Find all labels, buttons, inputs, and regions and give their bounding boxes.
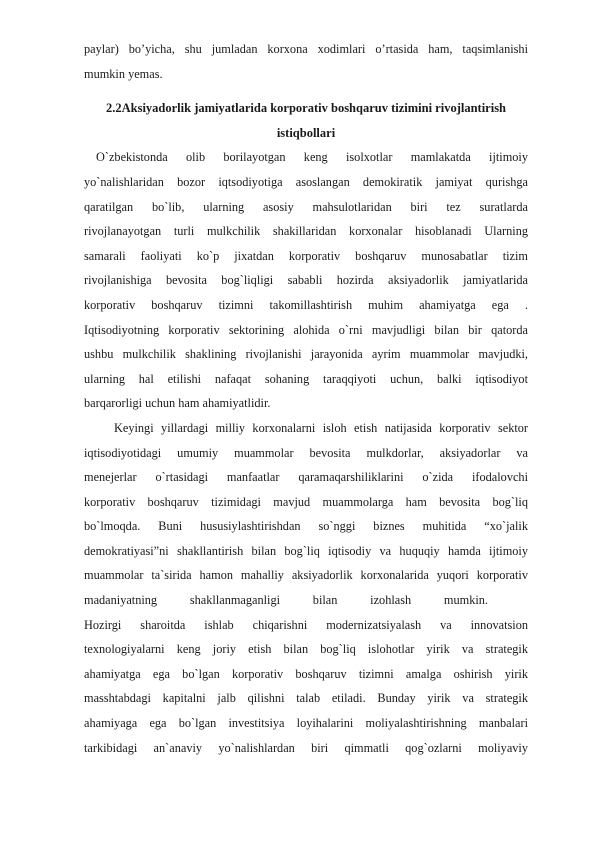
text-line: muammolar ta`sirida hamon mahalliy aksiyadorlik korxonalarida yuqori korporativ bbox=[84, 568, 528, 583]
text-line: madaniyatning shakllanmaganligi bilan izohlash mumkin. bbox=[84, 593, 488, 608]
section-heading-cont: istiqbollari bbox=[276, 125, 336, 140]
text-line: paylar) bo’yicha, shu jumladan korxona xodimlari o’rtasida ham, taqsimlanishi bbox=[84, 42, 528, 56]
text-line: qaratilgan bo`lib, ularning asosiy mahsulotlaridan biri tez suratlarda bbox=[84, 199, 528, 214]
text-line: ularning hal etilishi nafaqat sohaning taraqqiyoti uchun, balki iqtisodiyot bbox=[84, 371, 528, 386]
text-line: korporativ boshqaruv tizimni takomillashtirish muhim ahamiyatga ega . bbox=[84, 297, 528, 312]
text-line: korporativ boshqaruv tizimidagi mavjud muammolarga ham bevosita bog`liq bbox=[84, 494, 528, 509]
text-line: rivojlanishiga bevosita bog`liqligi sababli hozirda aksiyadorlik jamiyatlarida bbox=[84, 273, 528, 288]
text-line: ahamiyaga ega bo`lgan investitsiya loyihalarini moliyalashtirishning manbalari bbox=[84, 716, 528, 731]
text-line: ushbu mulkchilik shaklining rivojlanishi jarayonida ayrim muammolar mavjudki, bbox=[84, 347, 528, 362]
text-line: ahamiyatga ega bo`lgan korporativ boshqaruv tizimni amalga oshirish yirik bbox=[84, 666, 528, 681]
text-line: texnologiyalarni keng joriy etish bilan bog`liq islohotlar yirik va strategik bbox=[84, 642, 528, 657]
spacer bbox=[84, 86, 528, 96]
text-line: tarkibidagi an`anaviy yo`nalishlardan biri qimmatli qog`ozlarni moliyaviy bbox=[84, 740, 528, 755]
text-line: rivojlanayotgan turli mulkchilik shakillaridan korxonalar hisoblanadi Ularning bbox=[84, 224, 528, 239]
document-page bbox=[84, 37, 528, 760]
text-line: Keyingi yillardagi milliy korxonalarni isloh etish natijasida korporativ sektor bbox=[114, 420, 528, 435]
text-line: bo`lmoqda. Buni hususiylashtirishdan so`nggi biznes muhitida “xo`jalik bbox=[84, 519, 528, 534]
text-line: yo`nalishlaridan bozor iqtsodiyotiga asoslangan demokiratik jamiyat qurishga bbox=[84, 174, 528, 189]
text-line: samarali faoliyati ko`p jixatdan korporativ boshqaruv munosabatlar tizim bbox=[84, 248, 528, 263]
text-line: Hozirgi sharoitda ishlab chiqarishni modernizatsiyalash va innovatsion bbox=[84, 617, 528, 632]
text-line: Iqtisodiyotning korporativ sektorining alohida o`rni mavjudligi bilan bir qatorda bbox=[84, 322, 528, 337]
text-line: O`zbekistonda olib borilayotgan keng isolxotlar mamlakatda ijtimoiy bbox=[96, 150, 528, 165]
text-line: iqtisodiyotidagi umumiy muammolar bevosita mulkdorlar, aksiyadorlar va bbox=[84, 445, 528, 460]
text-line: masshtabdagi kapitalni jalb qilishni talab etiladi. Bunday yirik va strategik bbox=[84, 691, 528, 706]
text-line: menejerlar o`rtasidagi manfaatlar qaramaqarshiliklarini o`zida ifodalovchi bbox=[84, 470, 528, 485]
text-line: barqarorligi uchun ham ahamiyatlidir. bbox=[84, 396, 271, 411]
text-line: demokratiyasi”ni shakllantirish bilan bog`liq iqtisodiy va huquqiy hamda ijtimoiy bbox=[84, 543, 528, 558]
section-heading: 2.2Aksiyadorlik jamiyatlarida korporativ boshqaruv tizimini rivojlantirish bbox=[105, 101, 507, 116]
text-line: mumkin yemas. bbox=[84, 66, 163, 81]
